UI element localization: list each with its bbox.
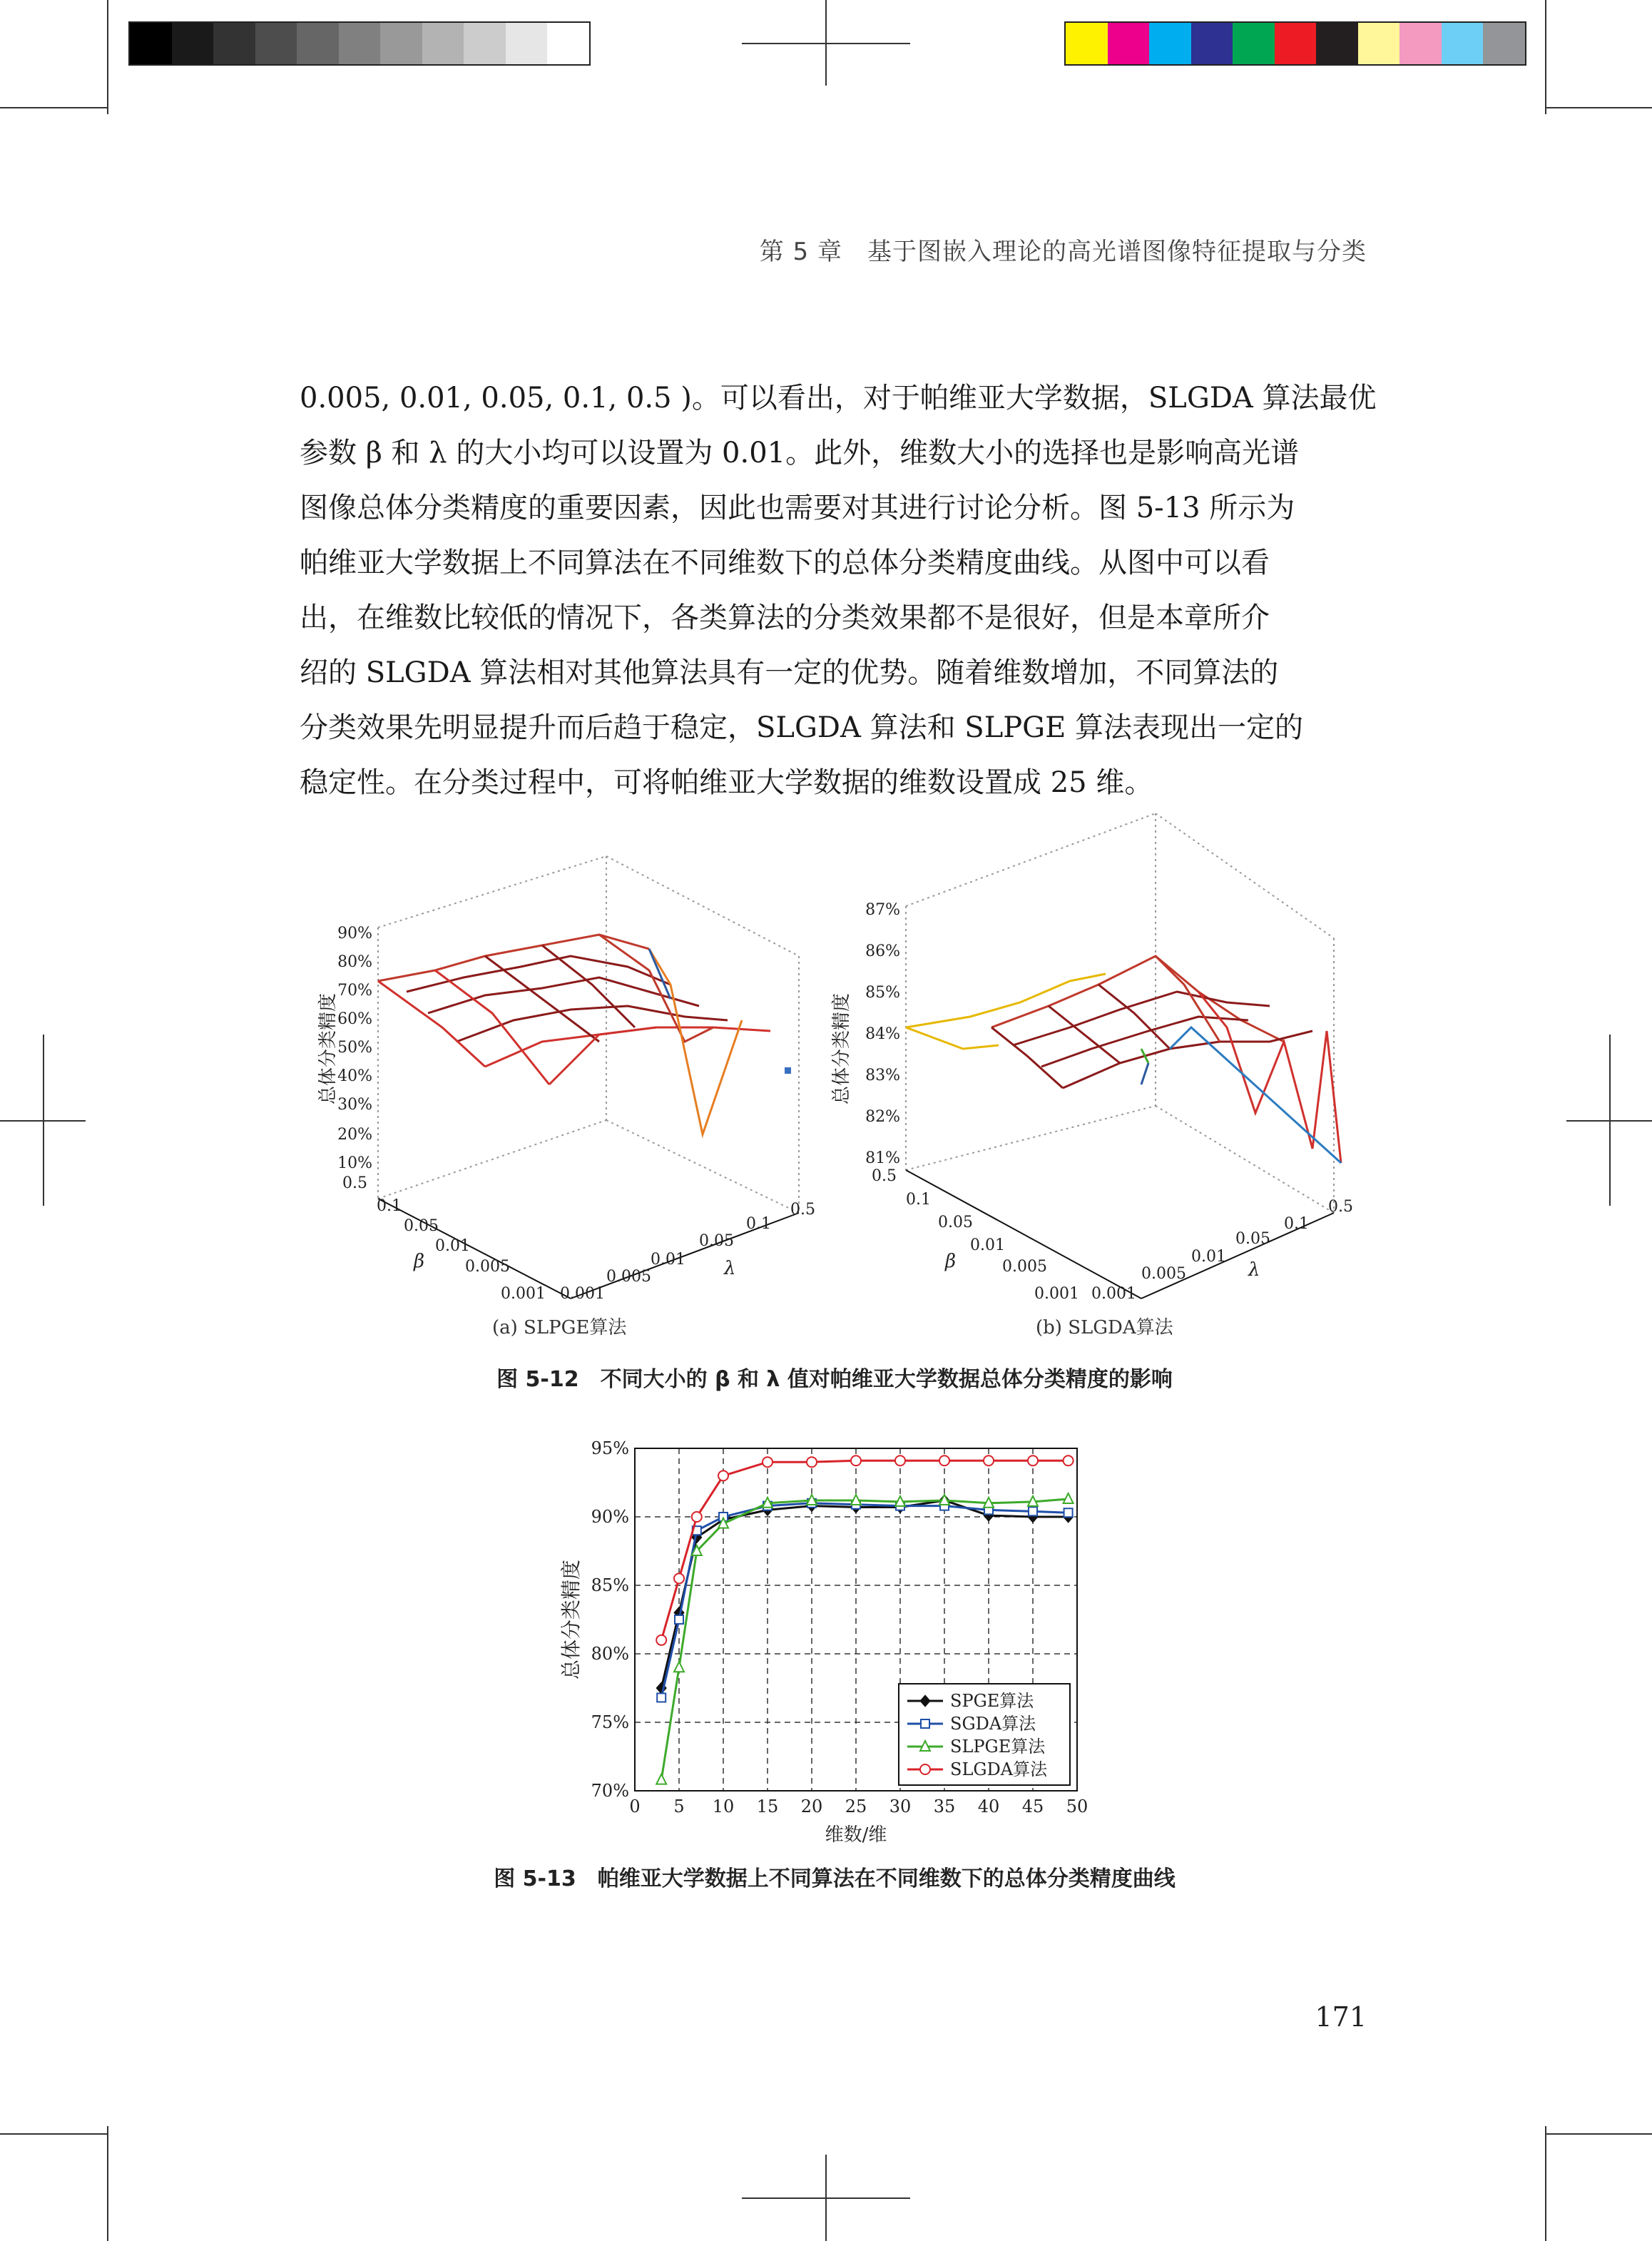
- circle-marker: [656, 1635, 666, 1645]
- crop-mark: [1609, 1035, 1611, 1206]
- color-swatch: [255, 23, 297, 64]
- page-number: 171: [1315, 2001, 1367, 2033]
- crop-mark: [107, 2126, 108, 2241]
- series-line: [661, 1460, 1068, 1640]
- lambda-tick-label: 0.5: [790, 1201, 815, 1219]
- lambda-tick-label: 0.005: [1141, 1265, 1186, 1283]
- beta-tick-label: 0.05: [404, 1217, 439, 1235]
- z-tick-label: 60%: [337, 1010, 372, 1028]
- crop-mark: [1545, 0, 1546, 114]
- color-swatch: [213, 23, 255, 64]
- beta-tick-label: 0.001: [501, 1285, 546, 1303]
- lambda-tick-label: 0.1: [746, 1215, 771, 1233]
- x-axis-label: 维数/维: [825, 1824, 887, 1846]
- triangle-marker: [656, 1774, 666, 1784]
- circle-marker: [895, 1455, 905, 1465]
- color-swatch: [1275, 23, 1317, 64]
- x-tick-label: 15: [756, 1797, 779, 1816]
- z-tick-label: 84%: [865, 1025, 900, 1043]
- circle-marker: [674, 1573, 684, 1583]
- color-swatch: [506, 23, 548, 64]
- beta-tick-label: 0.5: [872, 1167, 897, 1185]
- square-marker: [657, 1693, 666, 1702]
- lambda-tick-label: 0.005: [606, 1268, 651, 1286]
- y-tick-label: 80%: [591, 1644, 629, 1664]
- x-tick-label: 20: [800, 1797, 823, 1816]
- y-tick-label: 90%: [591, 1507, 629, 1527]
- body-line: 出，在维数比较低的情况下，各类算法的分类效果都不是很好，但是本章所介: [300, 601, 1270, 634]
- color-swatch: [1149, 23, 1191, 64]
- crop-mark: [43, 1035, 44, 1206]
- figure-5-12b-surface-plot: [827, 813, 1355, 1327]
- y-tick-label: 70%: [591, 1781, 629, 1801]
- z-tick-label: 80%: [337, 953, 372, 971]
- color-swatch: [422, 23, 464, 64]
- z-tick-label: 70%: [337, 982, 372, 1000]
- z-tick-label: 82%: [865, 1108, 900, 1126]
- z-tick-label: 86%: [865, 942, 900, 960]
- color-swatch: [1191, 23, 1233, 64]
- legend-label: SGDA算法: [950, 1714, 1036, 1734]
- square-marker: [1029, 1507, 1037, 1515]
- crop-mark: [1545, 2133, 1652, 2135]
- lambda-tick-label: 0.001: [560, 1285, 605, 1303]
- circle-marker: [939, 1455, 949, 1465]
- z-tick-label: 50%: [337, 1039, 372, 1057]
- circle-marker: [1028, 1455, 1038, 1465]
- x-tick-label: 0: [629, 1797, 641, 1816]
- z-axis-label: 总体分类精度: [831, 992, 852, 1105]
- x-tick-label: 40: [977, 1797, 1000, 1816]
- circle-marker: [763, 1457, 773, 1467]
- beta-tick-label: 0.01: [970, 1236, 1005, 1254]
- lambda-tick-label: 0.01: [651, 1251, 685, 1269]
- x-tick-label: 30: [889, 1797, 912, 1816]
- body-line: 绍的 SLGDA 算法相对其他算法具有一定的优势。随着维数增加，不同算法的: [300, 656, 1279, 689]
- z-tick-label: 81%: [865, 1149, 900, 1167]
- lambda-tick-label: 0.01: [1191, 1248, 1226, 1266]
- color-swatch: [547, 23, 589, 64]
- color-swatch: [1108, 23, 1150, 64]
- color-swatch: [464, 23, 506, 64]
- crop-mark: [742, 43, 910, 44]
- crop-mark: [0, 107, 107, 108]
- beta-tick-label: 0.1: [377, 1197, 402, 1215]
- z-tick-label: 10%: [337, 1154, 372, 1172]
- series-line: [661, 1503, 1068, 1698]
- figure-5-12a-surface-plot: [314, 813, 827, 1327]
- body-line: 稳定性。在分类过程中，可将帕维亚大学数据的维数设置成 25 维。: [300, 766, 1153, 799]
- legend-label: SLGDA算法: [950, 1759, 1048, 1779]
- x-tick-label: 45: [1021, 1797, 1044, 1816]
- beta-tick-label: 0.05: [938, 1214, 973, 1231]
- z-tick-label: 90%: [337, 925, 372, 942]
- square-marker: [1064, 1508, 1073, 1517]
- z-tick-label: 85%: [865, 984, 900, 1002]
- body-line: 帕维亚大学数据上不同算法在不同维数下的总体分类精度曲线。从图中可以看: [300, 547, 1270, 579]
- legend-label: SPGE算法: [950, 1691, 1034, 1711]
- crop-mark: [1545, 2126, 1546, 2241]
- y-tick-label: 95%: [591, 1438, 629, 1458]
- x-tick-label: 10: [712, 1797, 735, 1816]
- grayscale-bar: [128, 21, 591, 66]
- subcaption-a: (a) SLPGE算法: [492, 1317, 627, 1338]
- color-swatch: [1399, 23, 1442, 64]
- z-tick-label: 83%: [865, 1067, 900, 1084]
- color-swatch: [297, 23, 339, 64]
- y-tick-label: 75%: [591, 1712, 629, 1732]
- square-marker: [921, 1719, 929, 1728]
- beta-axis-label: β: [414, 1251, 425, 1272]
- z-tick-label: 87%: [865, 901, 900, 919]
- beta-tick-label: 0.5: [342, 1174, 367, 1192]
- body-line: 图像总体分类精度的重要因素，因此也需要对其进行讨论分析。图 5-13 所示为: [300, 492, 1295, 524]
- square-marker: [675, 1615, 683, 1624]
- color-swatch: [130, 23, 172, 64]
- color-swatch: [1442, 23, 1484, 64]
- running-head: 第 5 章 基于图嵌入理论的高光谱图像特征提取与分类: [759, 238, 1367, 266]
- color-swatch: [380, 23, 422, 64]
- color-bar: [1064, 21, 1526, 66]
- series-square: [657, 1499, 1072, 1702]
- color-swatch: [1358, 23, 1400, 64]
- circle-marker: [718, 1470, 728, 1480]
- color-swatch: [1066, 23, 1108, 64]
- y-tick-label: 85%: [591, 1575, 629, 1595]
- lambda-axis-label: λ: [1248, 1259, 1260, 1281]
- y-axis-label: 总体分类精度: [559, 1559, 583, 1680]
- beta-tick-label: 0.005: [1002, 1258, 1047, 1276]
- color-swatch: [1233, 23, 1275, 64]
- z-tick-label: 30%: [337, 1096, 372, 1114]
- body-paragraph: [300, 371, 1377, 810]
- circle-marker: [984, 1455, 994, 1465]
- lambda-axis-label: λ: [724, 1258, 736, 1279]
- z-tick-label: 40%: [337, 1067, 372, 1085]
- series-circle: [656, 1455, 1073, 1645]
- crop-mark: [0, 2133, 107, 2135]
- figure-5-13-caption: 图 5-13 帕维亚大学数据上不同算法在不同维数下的总体分类精度曲线: [494, 1866, 1176, 1891]
- crop-mark: [1545, 107, 1652, 108]
- figure-5-12-caption: 图 5-12 不同大小的 β 和 λ 值对帕维亚大学数据总体分类精度的影响: [496, 1367, 1173, 1392]
- color-swatch: [1483, 23, 1525, 64]
- beta-tick-label: 0.005: [465, 1258, 510, 1276]
- legend-label: SLPGE算法: [950, 1737, 1046, 1757]
- color-swatch: [339, 23, 381, 64]
- z-tick-label: 20%: [337, 1126, 372, 1144]
- x-tick-label: 35: [933, 1797, 956, 1816]
- crop-mark: [742, 2197, 910, 2199]
- lambda-tick-label: 0.1: [1284, 1215, 1309, 1233]
- triangle-marker: [674, 1662, 684, 1672]
- circle-marker: [920, 1764, 930, 1774]
- lambda-tick-label: 0.05: [699, 1232, 734, 1250]
- figure-5-13-line-chart: [542, 1420, 1113, 1862]
- circle-marker: [692, 1512, 702, 1522]
- subcaption-b: (b) SLGDA算法: [1036, 1317, 1173, 1338]
- beta-tick-label: 0.01: [435, 1237, 470, 1255]
- lambda-tick-label: 0.05: [1235, 1230, 1270, 1248]
- body-line: 分类效果先明显提升而后趋于稳定，SLGDA 算法和 SLPGE 算法表现出一定的: [300, 711, 1304, 744]
- color-swatch: [1316, 23, 1358, 64]
- x-tick-label: 5: [673, 1797, 685, 1816]
- body-line: 参数 β 和 λ 的大小均可以设置为 0.01。此外，维数大小的选择也是影响高光谱: [300, 437, 1300, 469]
- lambda-tick-label: 0.5: [1328, 1198, 1353, 1216]
- circle-marker: [1064, 1455, 1074, 1465]
- beta-tick-label: 0.1: [906, 1191, 931, 1209]
- x-tick-label: 25: [845, 1797, 867, 1816]
- body-line: 0.005, 0.01, 0.05, 0.1, 0.5 )。可以看出，对于帕维亚大学数据，SLGDA 算法最优: [300, 382, 1377, 415]
- z-axis-label: 总体分类精度: [317, 992, 339, 1105]
- circle-marker: [851, 1455, 861, 1465]
- beta-axis-label: β: [945, 1251, 957, 1272]
- color-swatch: [172, 23, 214, 64]
- crop-mark: [107, 0, 108, 114]
- lambda-tick-label: 0.001: [1091, 1285, 1136, 1303]
- circle-marker: [807, 1457, 817, 1467]
- x-tick-label: 50: [1066, 1797, 1088, 1816]
- series-diamond: [656, 1495, 1073, 1694]
- beta-tick-label: 0.001: [1034, 1285, 1079, 1303]
